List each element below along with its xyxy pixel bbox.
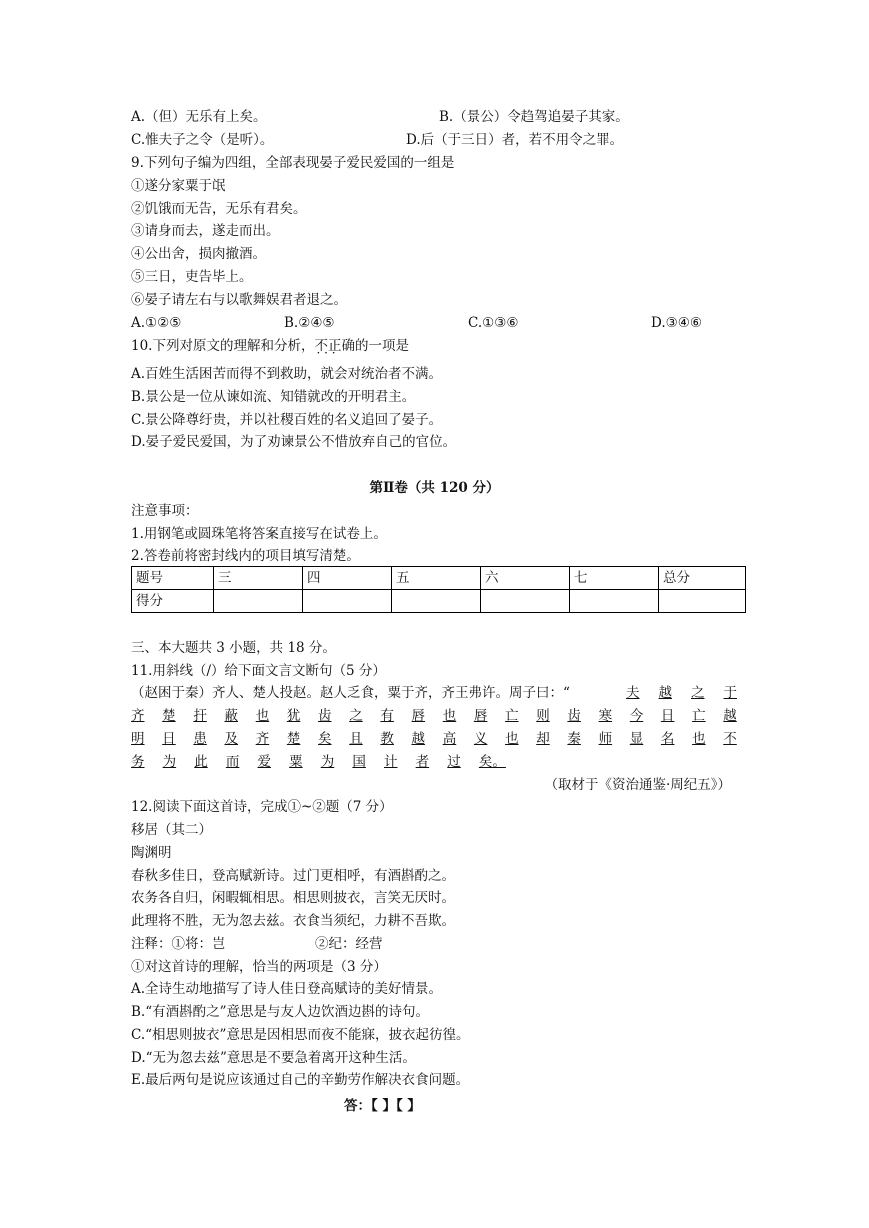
- q11-char: 扞: [193, 708, 207, 724]
- score-table-header-row: [132, 567, 746, 590]
- q8-option-d: D.后（于三日）者，若不用令之罪。: [406, 132, 624, 148]
- section3-title: 三、本大题共 3 小题，共 18 分。: [131, 640, 336, 656]
- q12-option-b: B.“有酒斟酌之”意思是与友人边饮酒边斟的诗句。: [131, 1004, 430, 1020]
- answer-brackets[interactable]: 答：【 】【 】: [344, 1098, 421, 1114]
- q11-char: 也: [692, 731, 706, 747]
- q11-char: 务: [131, 754, 145, 770]
- q11-char: 有: [380, 708, 394, 724]
- score-header-cell: 四: [303, 567, 392, 590]
- q9-item: ⑤三日，吏告毕上。: [131, 269, 253, 285]
- q11-char: 矣: [318, 731, 332, 747]
- q9-stem: 9.下列句子编为四组，全部表现晏子爱民爱国的一组是: [131, 155, 455, 171]
- q11-char: 为: [320, 754, 335, 770]
- q11-char: 为: [162, 754, 177, 770]
- q10-option-d: D.晏子爱民爱国，为了劝谏景公不惜放弃自己的官位。: [131, 434, 457, 450]
- q11-char: 及: [224, 731, 239, 747]
- q10-stem-pre: 10.下列对原文的理解和分析，: [131, 338, 315, 354]
- q11-char: 越: [658, 685, 672, 701]
- q11-char: 蔽: [224, 708, 239, 724]
- score-cell[interactable]: [303, 590, 392, 613]
- q9-item: ③请身而去，遂走而出。: [131, 223, 280, 239]
- q11-char: 明: [131, 731, 145, 747]
- q11-char: 而: [225, 754, 240, 770]
- q11-char: 之: [691, 685, 705, 701]
- q11-char: 爱: [257, 754, 271, 770]
- score-cell[interactable]: [214, 590, 303, 613]
- q11-char: 唇: [411, 708, 426, 724]
- q10-option-a: A.百姓生活困苦而得不到救助，就会对统治者不满。: [131, 366, 443, 382]
- score-header-cell: 五: [392, 567, 481, 590]
- q11-char: 矣。: [478, 754, 506, 770]
- q11-intro: （赵困于秦）齐人、楚人投赵。赵人乏食，粟于齐，齐王弗许。周子曰：“: [131, 685, 570, 701]
- score-table: [131, 566, 746, 613]
- q11-char: 日: [162, 731, 176, 747]
- q11-text-line-3: [131, 753, 506, 771]
- score-cell[interactable]: [570, 590, 659, 613]
- q12-option-a: A.全诗生动地描写了诗人佳日登高赋诗的美好情景。: [131, 981, 443, 997]
- notice-item: 2.答卷前将密封线内的项目填写清楚。: [131, 548, 360, 564]
- q12-sub1-stem: ①对这首诗的理解，恰当的两项是（3 分）: [131, 959, 387, 975]
- q12-option-e: E.最后两句是说应该通过自己的辛勤劳作解决衣食问题。: [131, 1072, 470, 1088]
- q11-char: 教: [380, 731, 394, 747]
- q11-char: 齐: [255, 731, 270, 747]
- q9-item: ②饥饿而无告，无乐有君矣。: [131, 201, 307, 217]
- q11-char: 过: [447, 754, 461, 770]
- q11-char: 计: [384, 754, 398, 770]
- q11-char: 亡: [505, 708, 519, 724]
- q10-stem: [131, 337, 409, 355]
- q9-item: ⑥晏子请左右与以歌舞娱君者退之。: [131, 292, 347, 308]
- notice-item: 1.用钢笔或圆珠笔将答案直接写在试卷上。: [131, 526, 387, 542]
- score-row-label: 得分: [132, 590, 214, 613]
- q10-option-c: C.景公降尊纡贵，并以社稷百姓的名义追回了晏子。: [131, 412, 443, 428]
- q11-char: 越: [411, 731, 426, 747]
- q11-char: 此: [194, 754, 208, 770]
- q11-char: 国: [352, 754, 366, 770]
- poem-note-2: ②纪：经营: [315, 936, 383, 952]
- poem-author: 陶渊明: [131, 845, 172, 861]
- score-header-cell: 六: [481, 567, 570, 590]
- q9-option-d: D.③④⑥: [651, 315, 702, 331]
- poem-line: 此理将不胜，无为忽去兹。衣食当须纪，力耕不吾欺。: [131, 913, 455, 929]
- q8-option-b: B.（景公）令趋驾追晏子其家。: [439, 109, 629, 125]
- q12-option-c: C.“相思则披衣”意思是因相思而夜不能寐，披衣起彷徨。: [131, 1027, 470, 1043]
- q11-char: 显: [629, 731, 644, 747]
- score-header-cell: 题号: [132, 567, 214, 590]
- score-cell[interactable]: [481, 590, 570, 613]
- q11-char: 犹: [286, 708, 301, 724]
- q11-char: 师: [598, 731, 613, 747]
- q11-char: 粟: [289, 754, 303, 770]
- poem-title: 移居（其二）: [131, 822, 212, 838]
- part2-title: 第Ⅱ卷（共 120 分）: [369, 480, 500, 496]
- q11-char: 越: [723, 708, 737, 724]
- q11-char: 义: [473, 731, 488, 747]
- q10-stem-emphasis: 不正确 · · ·: [314, 338, 355, 354]
- score-header-cell: 三: [214, 567, 303, 590]
- q9-item: ①遂分家粟于氓: [131, 178, 226, 194]
- q11-char: 名: [660, 731, 675, 747]
- q11-text-line-2: [131, 730, 737, 748]
- q11-char: 也: [255, 708, 270, 724]
- q11-char: 楚: [286, 731, 301, 747]
- poem-note-1: 注释：①将：岂: [131, 936, 226, 952]
- q11-char: 齐: [131, 708, 145, 724]
- q11-char: 也: [505, 731, 519, 747]
- q11-char: 今: [629, 708, 644, 724]
- q10-stem-post: 的一项是: [354, 338, 409, 354]
- q11-char: 夫: [626, 685, 640, 701]
- q12-option-d: D.“无为忽去兹”意思是不要急着离开这种生活。: [131, 1050, 416, 1066]
- score-cell[interactable]: [392, 590, 481, 613]
- q11-char: 者: [415, 754, 430, 770]
- q11-char: 寒: [598, 708, 613, 724]
- q11-char: 高: [442, 731, 457, 747]
- q11-char: 之: [349, 708, 363, 724]
- q9-option-b: B.②④⑤: [284, 315, 335, 331]
- q11-char: 且: [349, 731, 363, 747]
- q11-char: 唇: [473, 708, 488, 724]
- score-cell[interactable]: [659, 590, 746, 613]
- poem-line: 农务各自归，闲暇辄相思。相思则披衣，言笑无厌时。: [131, 890, 455, 906]
- q11-char: 日: [660, 708, 675, 724]
- score-header-cell: 七: [570, 567, 659, 590]
- q11-char: 秦: [567, 731, 581, 747]
- q11-char: 患: [193, 731, 207, 747]
- q11-char: 不: [723, 731, 737, 747]
- q11-char: 齿: [318, 708, 332, 724]
- q9-option-a: A.①②⑤: [131, 315, 182, 331]
- q11-char: 却: [536, 731, 550, 747]
- q9-option-c: C.①③⑥: [468, 315, 519, 331]
- poem-line: 春秋多佳日，登高赋新诗。过门更相呼，有酒斟酌之。: [131, 868, 455, 884]
- q11-source: （取材于《资治通鉴·周纪五》）: [544, 777, 731, 793]
- notice-title: 注意事项：: [131, 503, 199, 519]
- q8-option-a: A.（但）无乐有上矣。: [131, 109, 267, 125]
- q11-char: 楚: [162, 708, 176, 724]
- q11-char: 也: [442, 708, 457, 724]
- score-header-cell: 总分: [659, 567, 746, 590]
- q11-char: 则: [536, 708, 550, 724]
- q11-text-line-1: [131, 707, 737, 725]
- q11-char: 齿: [567, 708, 581, 724]
- q11-text-line-0-tail: [626, 684, 737, 702]
- q10-option-b: B.景公是一位从谏如流、知错就改的开明君主。: [131, 389, 416, 405]
- q8-option-c: C.惟夫子之令（是听）。: [131, 132, 274, 148]
- score-table-score-row: [132, 590, 746, 613]
- q11-char: 亡: [692, 708, 706, 724]
- q9-item: ④公出舍，损肉撤酒。: [131, 246, 266, 262]
- q11-stem: 11.用斜线（/）给下面文言文断句（5 分）: [131, 663, 386, 679]
- q12-stem: 12.阅读下面这首诗，完成①~②题（7 分）: [131, 799, 393, 815]
- q11-char: 于: [723, 685, 737, 701]
